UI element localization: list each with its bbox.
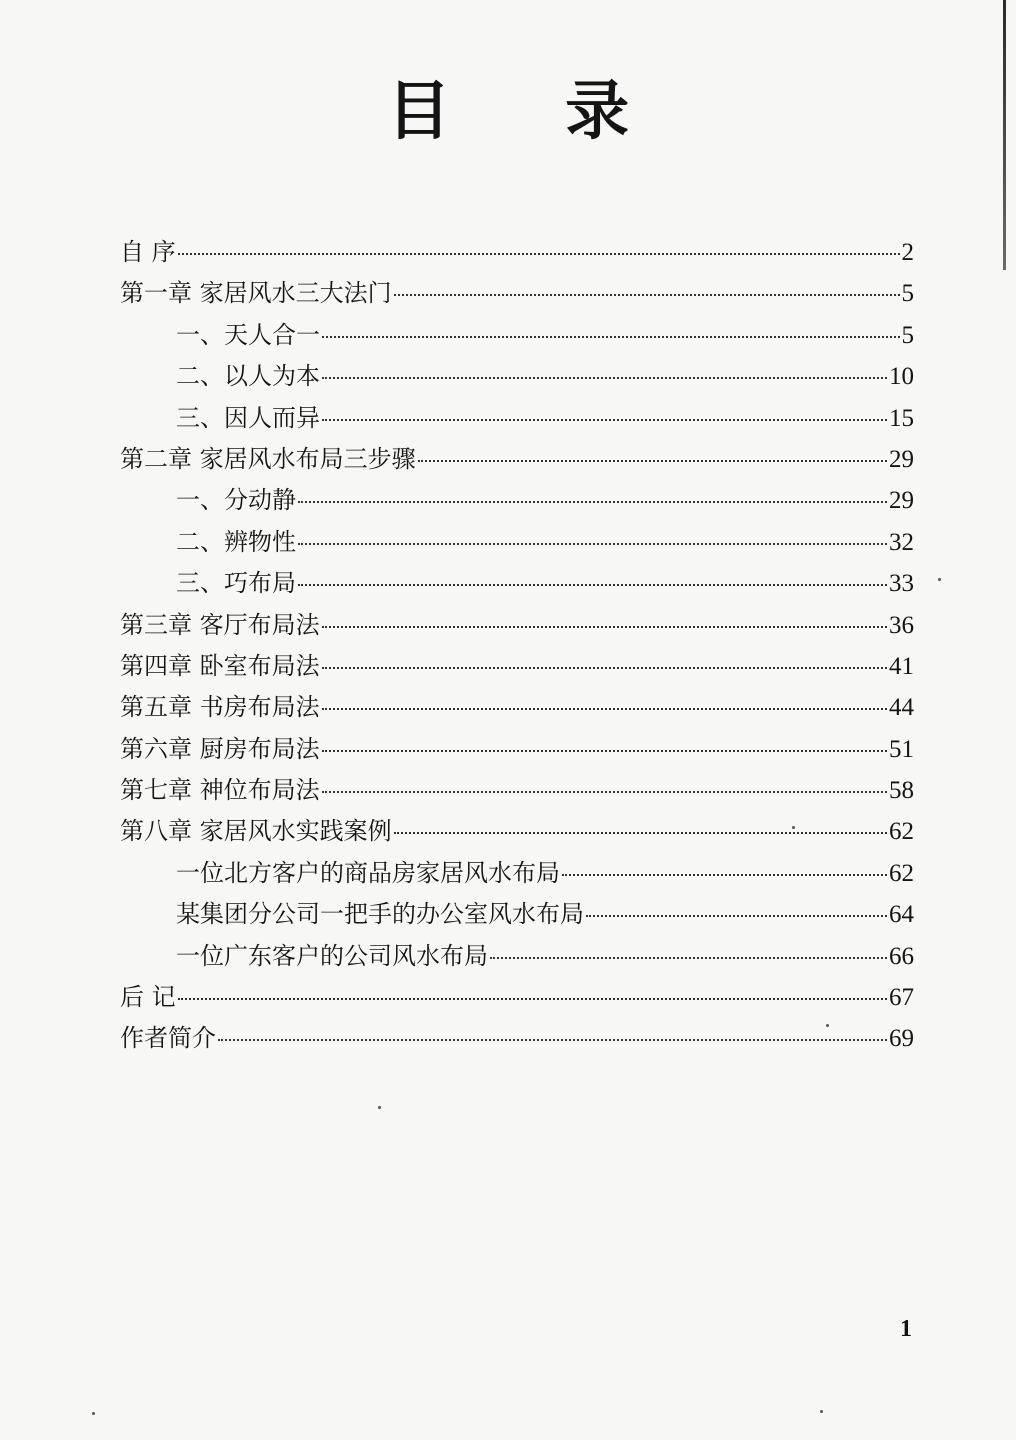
toc-dot-leader: [178, 253, 900, 255]
toc-entry-label: 作者简介: [120, 1024, 216, 1053]
toc-dot-leader: [322, 791, 887, 793]
toc-entry[interactable]: [120, 563, 914, 604]
page-number: 1: [900, 1316, 912, 1342]
toc-entry-page: 62: [889, 818, 914, 846]
toc-entry-page: 5: [901, 280, 914, 308]
toc-entry[interactable]: [120, 273, 914, 314]
table-of-contents: [120, 232, 914, 1060]
toc-dot-leader: [322, 336, 900, 338]
toc-entry-label: 三、因人而异: [176, 403, 320, 432]
toc-entry[interactable]: [120, 1018, 914, 1059]
toc-entry-label: 后 记: [120, 983, 176, 1012]
toc-entry-page: 29: [889, 487, 914, 515]
toc-entry-page: 33: [889, 570, 914, 598]
toc-dot-leader: [322, 667, 887, 669]
toc-entry[interactable]: [120, 729, 914, 770]
toc-entry-label: 第五章 书房布局法: [120, 693, 320, 722]
toc-dot-leader: [322, 377, 887, 379]
toc-entry-page: 58: [889, 777, 914, 805]
toc-entry[interactable]: [120, 356, 914, 397]
toc-entry[interactable]: [120, 522, 914, 563]
toc-dot-leader: [418, 460, 887, 462]
toc-entry-page: 5: [901, 321, 914, 349]
toc-dot-leader: [298, 501, 887, 503]
toc-entry-page: 64: [889, 901, 914, 929]
toc-entry-page: 32: [889, 528, 914, 556]
toc-entry-page: 10: [889, 363, 914, 391]
toc-entry[interactable]: [120, 439, 914, 480]
scan-speck: [92, 1412, 95, 1415]
toc-entry-label: 二、辨物性: [176, 527, 296, 556]
toc-entry-label: 第六章 厨房布局法: [120, 734, 320, 763]
toc-entry-label: 一位北方客户的商品房家居风水布局: [176, 858, 560, 887]
toc-entry-page: 51: [889, 735, 914, 763]
scan-speck: [826, 1024, 829, 1027]
toc-dot-leader: [394, 294, 900, 296]
toc-entry-label: 一位广东客户的公司风水布局: [176, 941, 488, 970]
toc-entry-label: 一、天人合一: [176, 320, 320, 349]
toc-entry-label: 第八章 家居风水实践案例: [120, 817, 392, 846]
toc-entry[interactable]: [120, 894, 914, 935]
toc-entry-page: 67: [889, 984, 914, 1012]
scan-speck: [378, 1106, 381, 1109]
toc-entry[interactable]: [120, 398, 914, 439]
toc-entry[interactable]: [120, 811, 914, 852]
toc-entry-label: 第七章 神位布局法: [120, 776, 320, 805]
page-title: 目 录: [386, 75, 676, 149]
toc-dot-leader: [322, 626, 887, 628]
toc-dot-leader: [322, 708, 887, 710]
toc-entry[interactable]: [120, 480, 914, 521]
toc-entry-label: 第三章 客厅布局法: [120, 610, 320, 639]
toc-entry-label: 第四章 卧室布局法: [120, 651, 320, 680]
toc-entry[interactable]: [120, 646, 914, 687]
scan-speck: [792, 826, 795, 829]
toc-entry-page: 66: [889, 942, 914, 970]
toc-entry[interactable]: [120, 687, 914, 728]
toc-entry-page: 44: [889, 694, 914, 722]
toc-entry-page: 15: [889, 404, 914, 432]
toc-entry-page: 29: [889, 445, 914, 473]
toc-entry-label: 第二章 家居风水布局三步骤: [120, 444, 416, 473]
toc-entry[interactable]: [120, 232, 914, 273]
toc-dot-leader: [298, 584, 887, 586]
toc-entry-label: 第一章 家居风水三大法门: [120, 279, 392, 308]
toc-entry-label: 二、以人为本: [176, 362, 320, 391]
toc-dot-leader: [490, 957, 887, 959]
toc-entry[interactable]: [120, 315, 914, 356]
toc-entry-label: 一、分动静: [176, 486, 296, 515]
toc-entry-page: 41: [889, 652, 914, 680]
toc-entry-label: 自 序: [120, 238, 176, 266]
toc-dot-leader: [586, 915, 887, 917]
toc-entry-label: 三、巧布局: [176, 569, 296, 598]
toc-entry[interactable]: [120, 936, 914, 977]
scan-speck: [938, 578, 941, 581]
toc-entry[interactable]: [120, 605, 914, 646]
toc-entry[interactable]: [120, 853, 914, 894]
toc-entry-page: 36: [889, 611, 914, 639]
toc-entry-page: 62: [889, 859, 914, 887]
toc-entry[interactable]: [120, 770, 914, 811]
toc-entry-page: 2: [901, 239, 914, 266]
toc-dot-leader: [394, 832, 887, 834]
toc-entry-label: 某集团分公司一把手的办公室风水布局: [176, 900, 584, 929]
toc-dot-leader: [178, 998, 887, 1000]
toc-dot-leader: [322, 750, 887, 752]
toc-entry-page: 69: [889, 1025, 914, 1053]
toc-dot-leader: [218, 1039, 887, 1041]
toc-entry[interactable]: [120, 977, 914, 1018]
toc-dot-leader: [322, 419, 887, 421]
scan-speck: [820, 1410, 823, 1413]
toc-dot-leader: [562, 874, 887, 876]
toc-dot-leader: [298, 543, 887, 545]
